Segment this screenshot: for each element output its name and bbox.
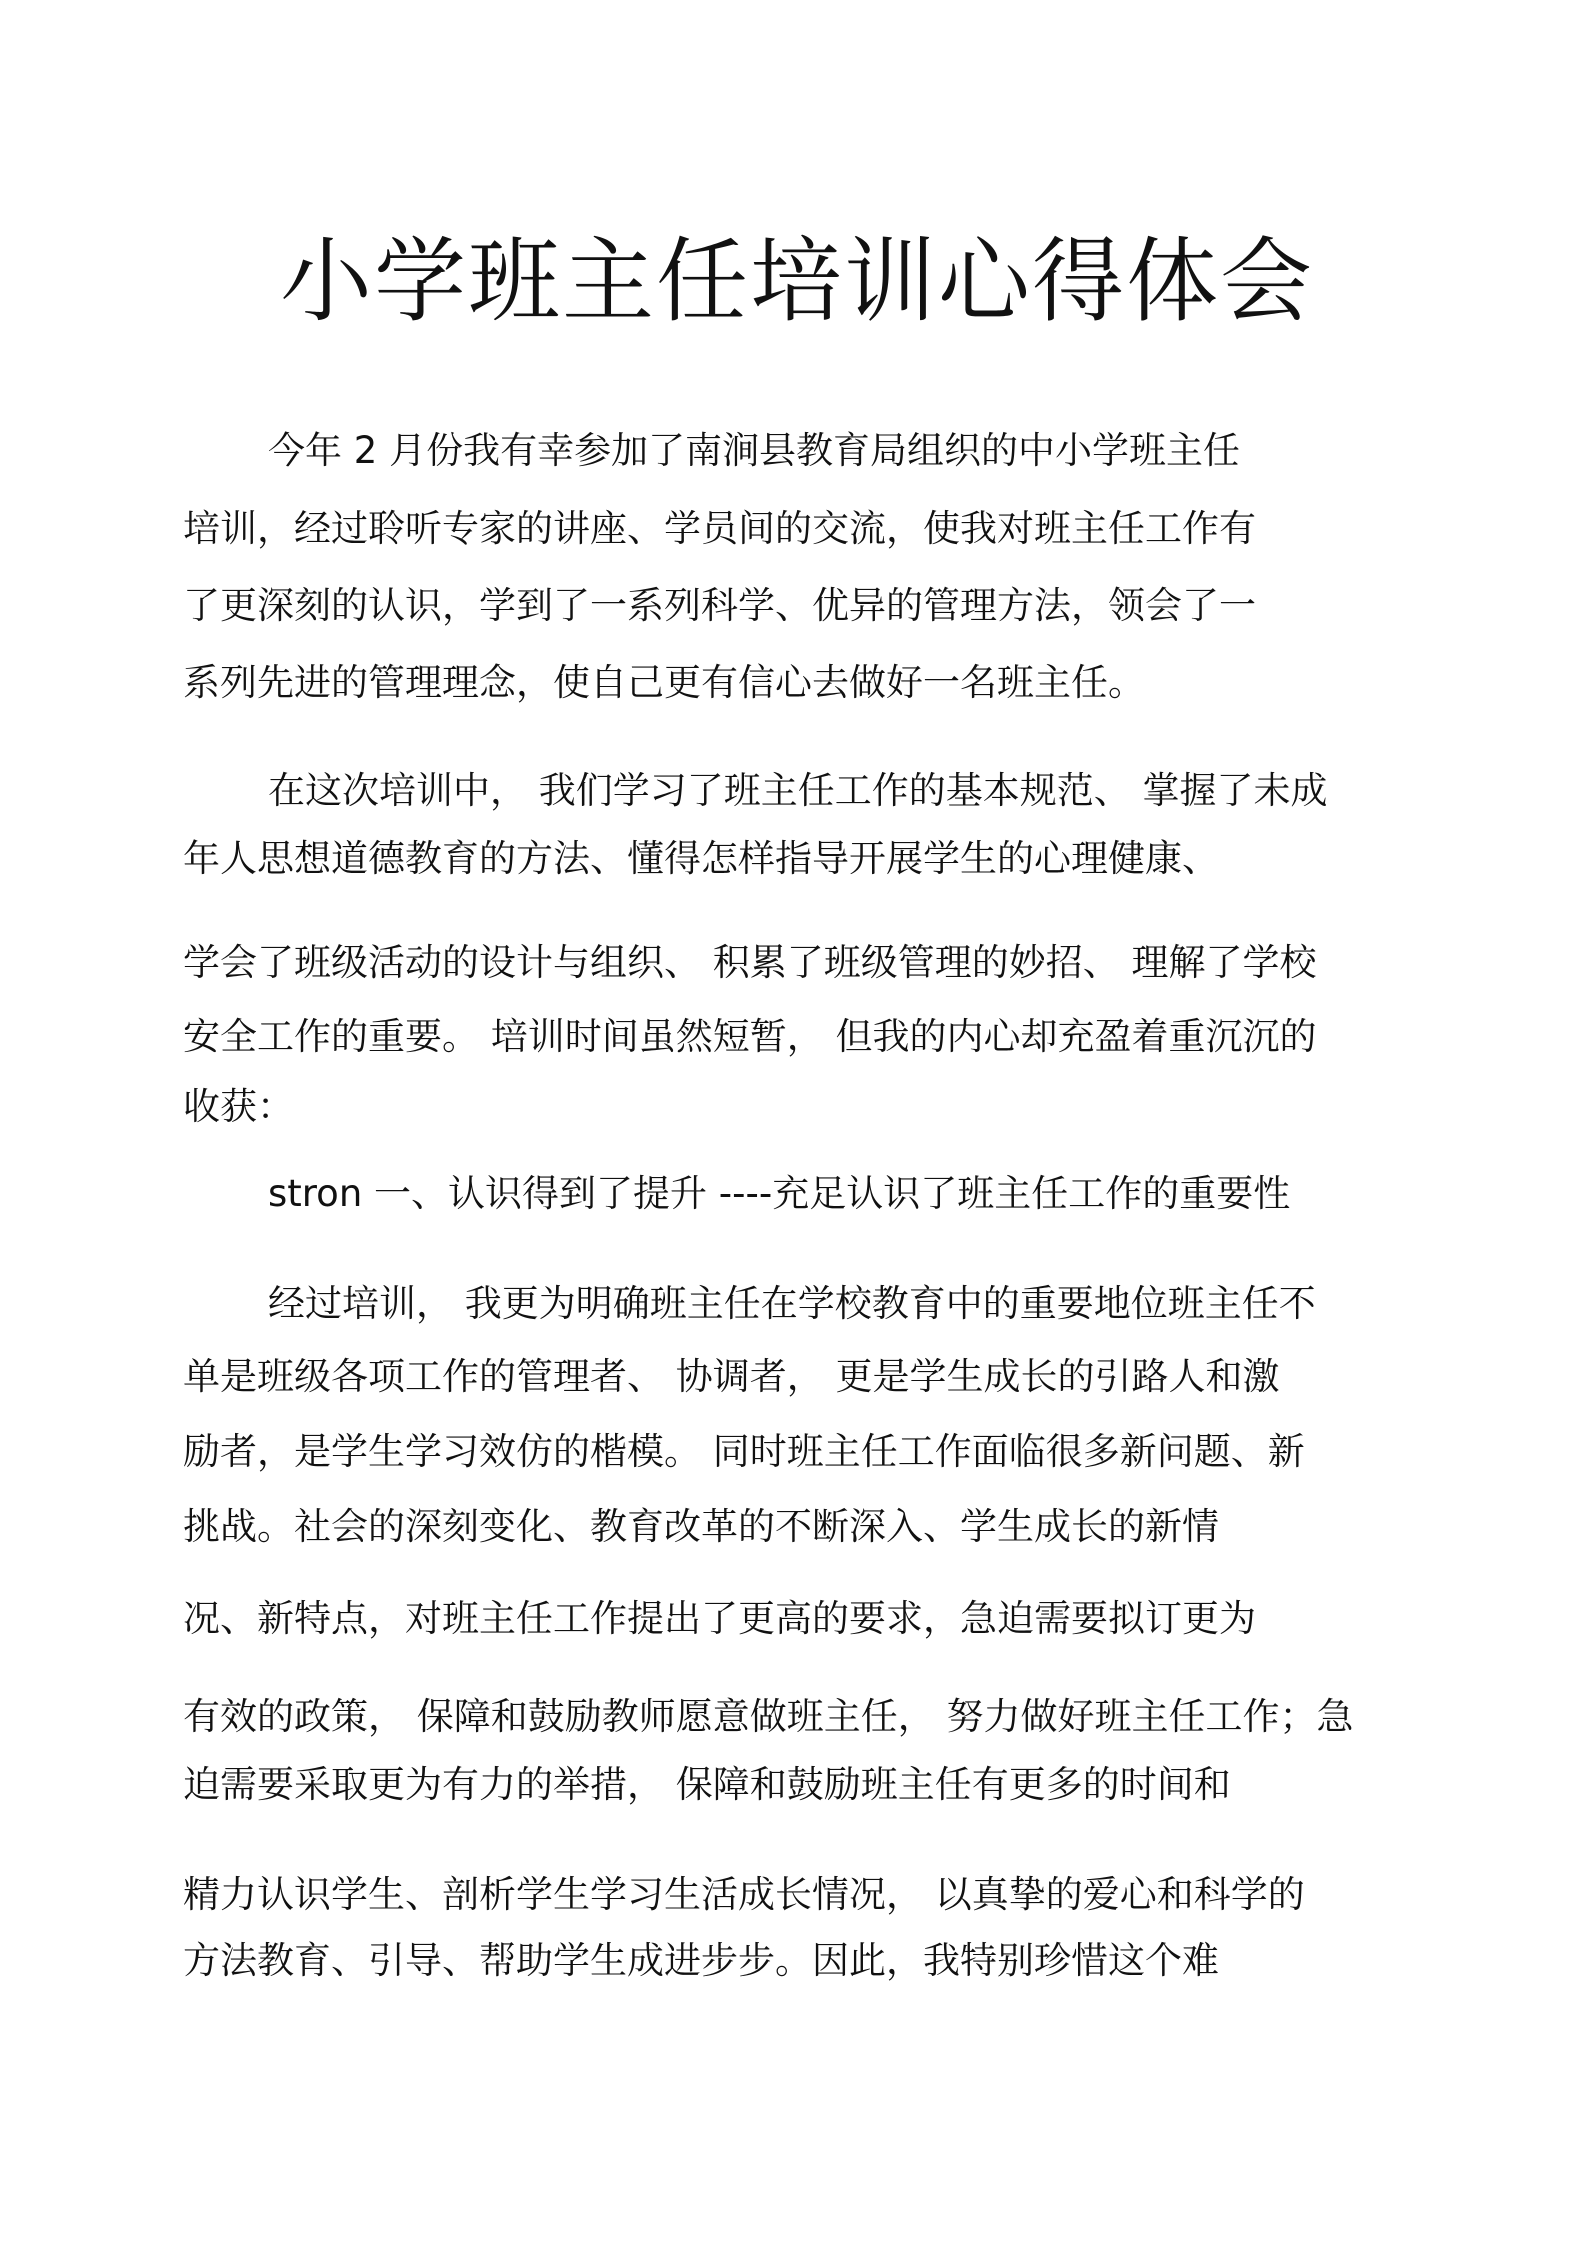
paragraph-line: 单是班级各项工作的管理者、 协调者， 更是学生成长的引路人和激 bbox=[183, 1355, 1280, 1398]
paragraph-line: 安全工作的重要。 培训时间虽然短暂， 但我的内心却充盈着重沉沉的 bbox=[183, 1015, 1317, 1058]
paragraph-line: 方法教育、引导、帮助学生成进步步。因此，我特别珍惜这个难 bbox=[183, 1939, 1219, 1982]
paragraph-line: 培训，经过聆听专家的讲座、学员间的交流，使我对班主任工作有 bbox=[183, 507, 1256, 550]
paragraph-line: 况、新特点，对班主任工作提出了更高的要求，急迫需要拟订更为 bbox=[183, 1597, 1256, 1640]
paragraph-line: 系列先进的管理理念，使自己更有信心去做好一名班主任。 bbox=[183, 661, 1145, 704]
paragraph-line: 今年 2 月份我有幸参加了南涧县教育局组织的中小学班主任 bbox=[268, 429, 1241, 472]
paragraph-line: 在这次培训中， 我们学习了班主任工作的基本规范、 掌握了未成 bbox=[268, 769, 1328, 812]
paragraph-line: 迫需要采取更为有力的举措， 保障和鼓励班主任有更多的时间和 bbox=[183, 1763, 1231, 1806]
paragraph-line: 学会了班级活动的设计与组织、 积累了班级管理的妙招、 理解了学校 bbox=[183, 941, 1317, 984]
paragraph-line: 挑战。社会的深刻变化、教育改革的不断深入、学生成长的新情 bbox=[183, 1505, 1219, 1548]
paragraph-line: 有效的政策， 保障和鼓励教师愿意做班主任， 努力做好班主任工作；急 bbox=[183, 1695, 1354, 1738]
section-heading: stron 一、认识得到了提升 ----充足认识了班主任工作的重要性 bbox=[268, 1172, 1291, 1215]
paragraph-line: 励者，是学生学习效仿的楷模。 同时班主任工作面临很多新问题、新 bbox=[183, 1430, 1305, 1473]
paragraph-line: 收获： bbox=[183, 1085, 294, 1128]
paragraph-line: 精力认识学生、剖析学生学习生活成长情况， 以真挚的爱心和科学的 bbox=[183, 1873, 1305, 1916]
paragraph-line: 经过培训， 我更为明确班主任在学校教育中的重要地位班主任不 bbox=[268, 1282, 1316, 1325]
paragraph-line: 年人思想道德教育的方法、懂得怎样指导开展学生的心理健康、 bbox=[183, 837, 1219, 880]
paragraph-line: 了更深刻的认识，学到了一系列科学、优异的管理方法，领会了一 bbox=[183, 584, 1256, 627]
document-title: 小学班主任培训心得体会 bbox=[279, 228, 1314, 335]
